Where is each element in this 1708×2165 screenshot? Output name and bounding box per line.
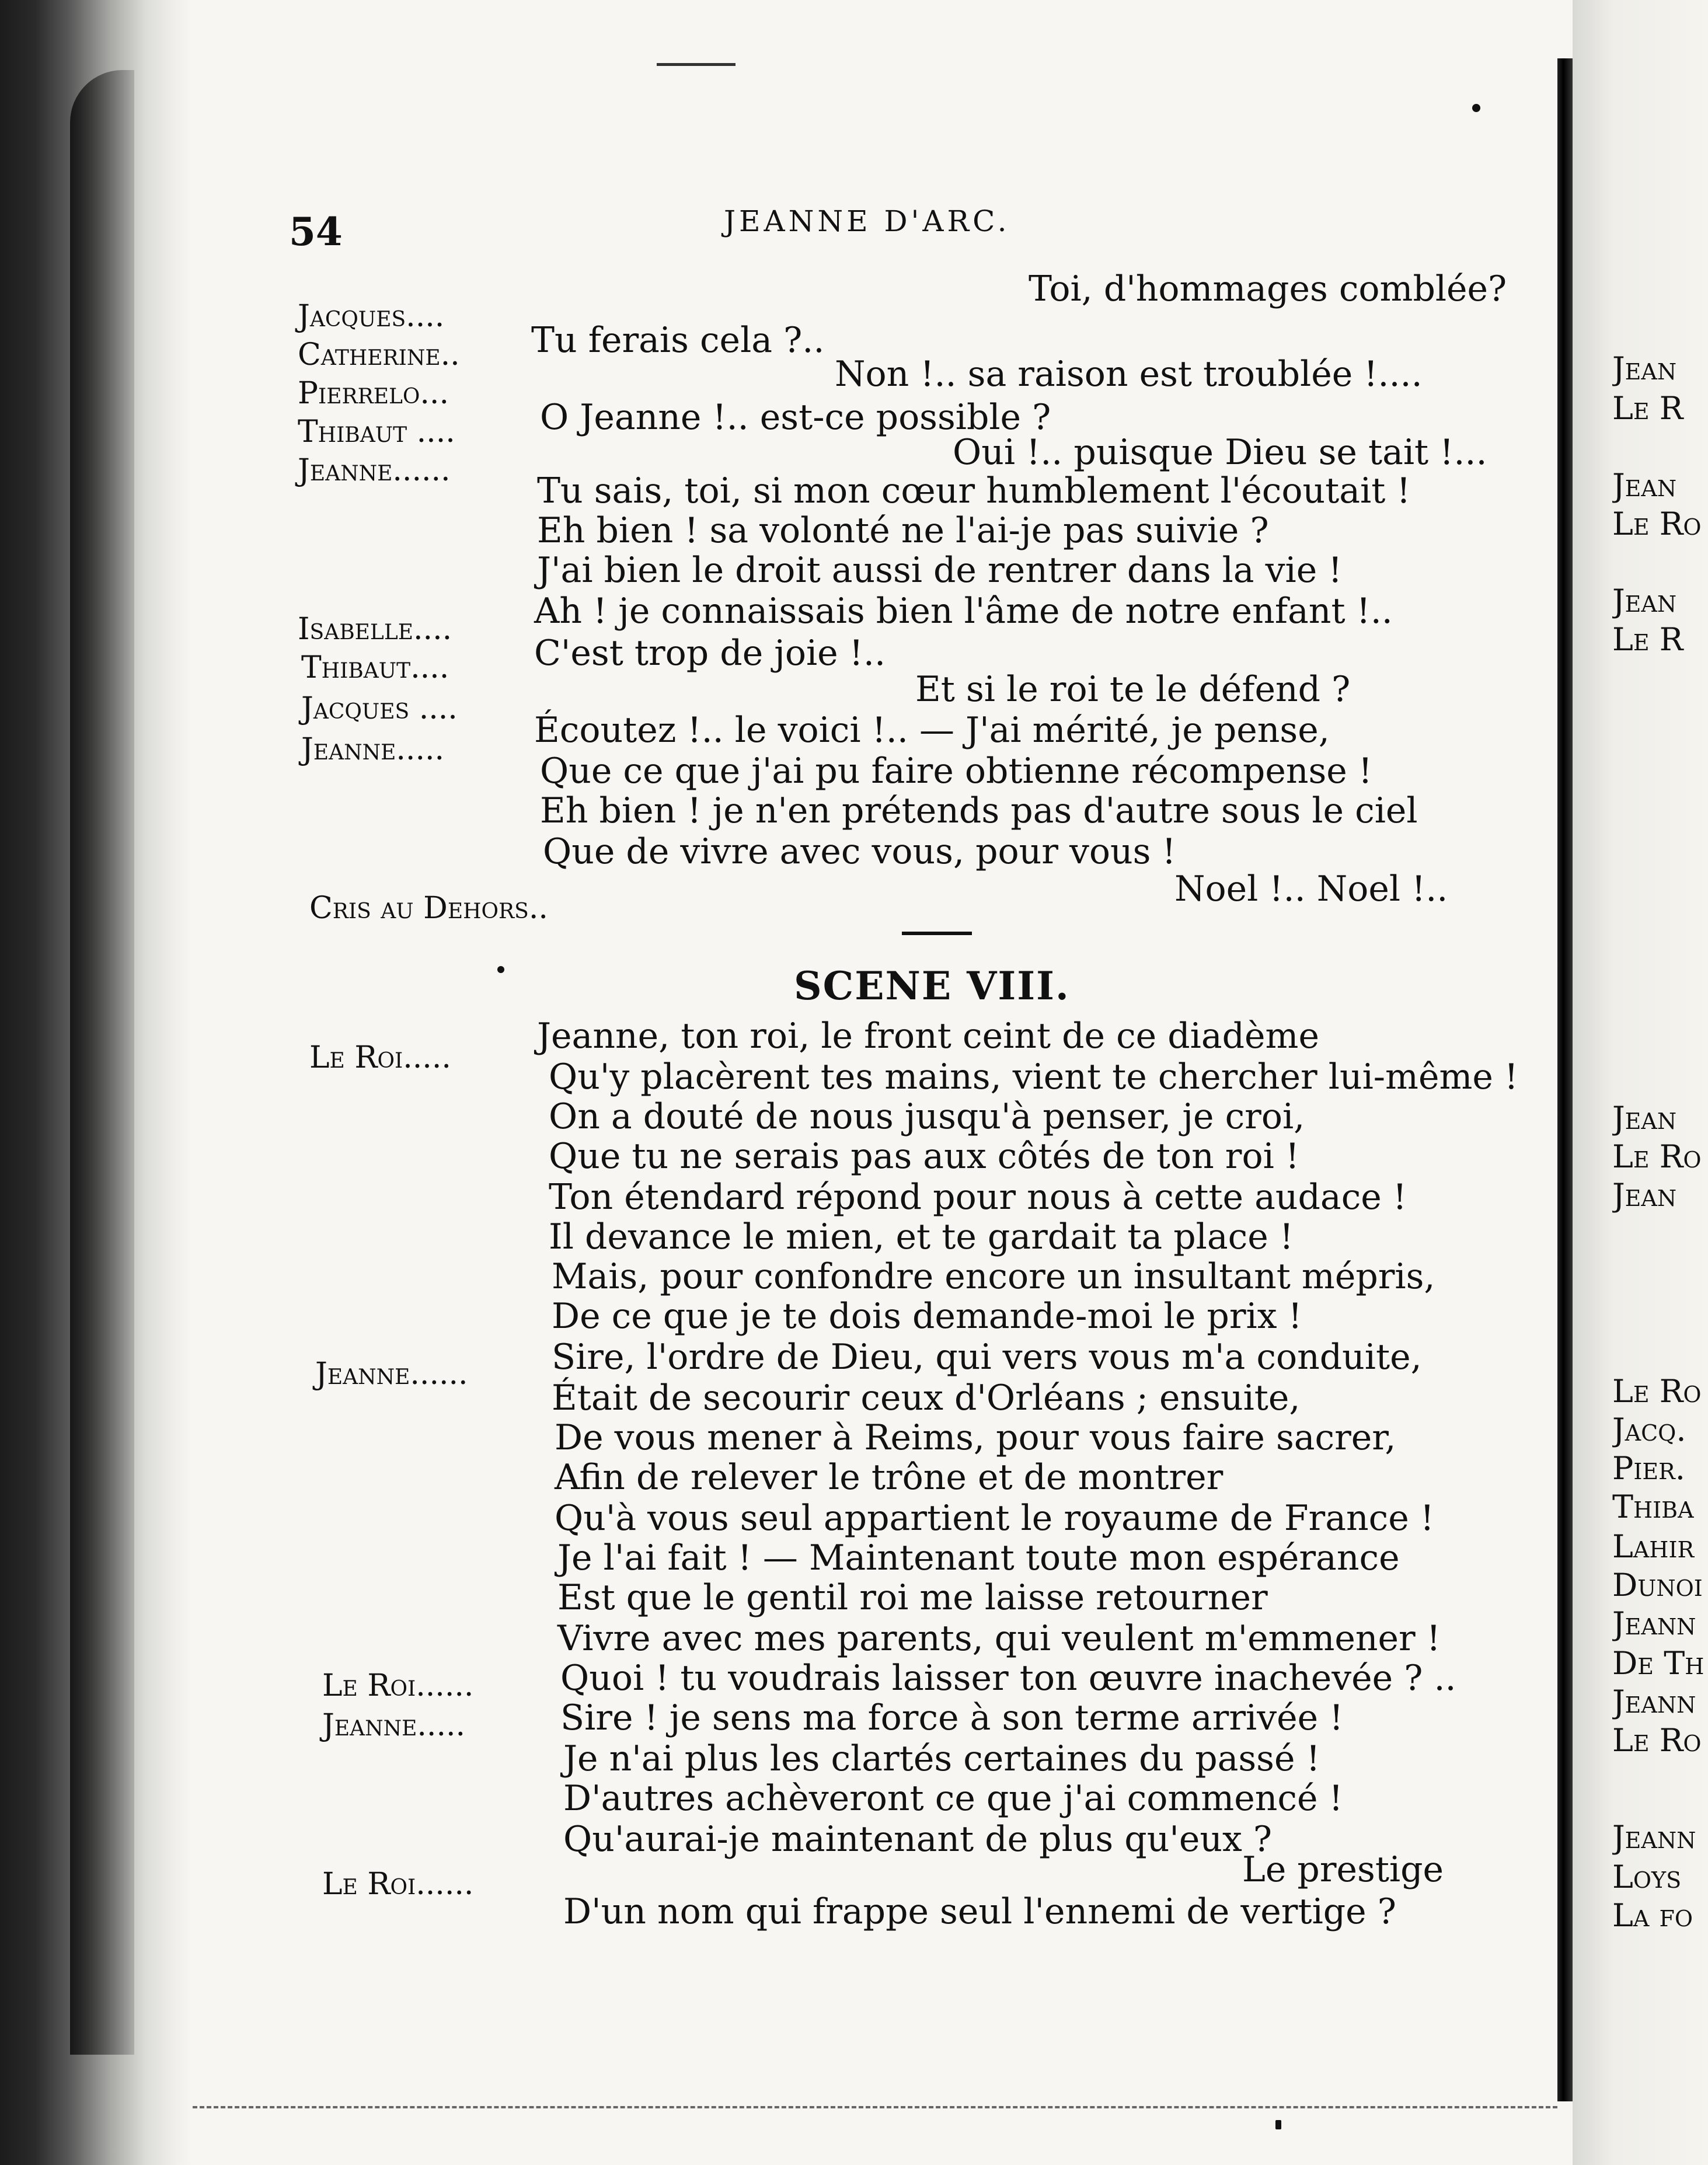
facing-speaker: Lahir — [1612, 1528, 1695, 1565]
verse-line: Je l'ai fait ! — Maintenant toute mon espérance — [557, 1538, 1400, 1578]
facing-speaker: Jeann — [1612, 1683, 1696, 1720]
speaker-label: Cris au Dehors.. — [309, 891, 548, 926]
verse-line: Vivre avec mes parents, qui veulent m'emmener ! — [557, 1618, 1441, 1659]
ink-dot — [1472, 104, 1480, 112]
verse-line: On a douté de nous jusqu'à penser, je croi, — [549, 1096, 1305, 1137]
page-number: 54 — [289, 209, 343, 254]
speaker-label: Jeanne...... — [315, 1357, 468, 1392]
verse-line: Sire, l'ordre de Dieu, qui vers vous m'a conduite, — [552, 1337, 1422, 1378]
speaker-label: Le Roi..... — [309, 1040, 451, 1075]
speaker-label: Thibaut.... — [301, 650, 449, 685]
facing-speaker: Loys — [1612, 1859, 1682, 1895]
verse-line: Sire ! je sens ma force à son terme arrivée ! — [560, 1697, 1344, 1738]
verse-line: Le prestige — [1242, 1849, 1444, 1890]
facing-speaker: Le Ro — [1612, 1722, 1702, 1759]
verse-line: Ah ! je connaissais bien l'âme de notre enfant !.. — [534, 591, 1393, 632]
verse-line: Mais, pour confondre encore un insultant mépris, — [552, 1256, 1435, 1297]
verse-line: Était de secourir ceux d'Orléans ; ensuite, — [552, 1378, 1301, 1418]
verse-line: Et si le roi te le défend ? — [915, 669, 1351, 710]
page-gutter — [1557, 58, 1573, 2101]
speaker-label: Jacques .... — [301, 691, 458, 726]
verse-line: Ton étendard répond pour nous à cette audace ! — [549, 1177, 1407, 1218]
facing-speaker: Jacq. — [1612, 1411, 1686, 1448]
verse-line: Il devance le mien, et te gardait ta place ! — [549, 1216, 1294, 1257]
facing-speaker: Jean — [1612, 1177, 1677, 1214]
running-title: JEANNE D'ARC. — [724, 204, 1010, 238]
verse-line: D'autres achèveront ce que j'ai commencé ! — [563, 1778, 1343, 1819]
ink-mark — [1275, 2120, 1281, 2129]
verse-line: Que ce que j'ai pu faire obtienne récompense ! — [540, 751, 1372, 792]
verse-line: De ce que je te dois demande-moi le prix ! — [552, 1296, 1302, 1337]
scene-separator-rule — [902, 932, 972, 935]
facing-speaker: Thiba — [1612, 1488, 1694, 1525]
facing-speaker: La fo — [1612, 1897, 1693, 1934]
facing-speaker: Le R — [1612, 390, 1683, 427]
verse-line: Oui !.. puisque Dieu se tait !... — [953, 432, 1487, 473]
facing-speaker: Le R — [1612, 621, 1683, 658]
verse-line: Est que le gentil roi me laisse retourner — [557, 1577, 1268, 1618]
verse-line: C'est trop de joie !.. — [534, 633, 886, 674]
verse-line: Jeanne, ton roi, le front ceint de ce diadème — [537, 1016, 1319, 1057]
speaker-label: Jacques.... — [298, 299, 445, 334]
verse-line: Que tu ne serais pas aux côtés de ton roi ! — [549, 1136, 1299, 1177]
facing-speaker: Le Ro — [1612, 1138, 1702, 1175]
verse-line: D'un nom qui frappe seul l'ennemi de vertige ? — [563, 1891, 1396, 1932]
verse-line: Afin de relever le trône et de montrer — [555, 1457, 1224, 1498]
facing-speaker: Jean — [1612, 350, 1677, 387]
verse-line: Quoi ! tu voudrais laisser ton œuvre inachevée ? .. — [560, 1658, 1456, 1699]
spine-shadow — [70, 70, 134, 2055]
verse-line: O Jeanne !.. est-ce possible ? — [540, 397, 1051, 438]
speaker-label: Pierrelo... — [298, 376, 449, 411]
verse-line: Qu'à vous seul appartient le royaume de France ! — [555, 1498, 1434, 1539]
speaker-label: Le Roi...... — [322, 1867, 474, 1902]
facing-speaker: Jean — [1612, 583, 1677, 619]
verse-line: Tu sais, toi, si mon cœur humblement l'écoutait ! — [537, 470, 1411, 511]
verse-line: Non !.. sa raison est troublée !.... — [835, 354, 1423, 395]
facing-speaker: Le Ro — [1612, 1373, 1702, 1410]
verse-line: Qu'aurai-je maintenant de plus qu'eux ? — [563, 1819, 1273, 1860]
facing-speaker: Pier. — [1612, 1450, 1685, 1487]
facing-speaker: Jean — [1612, 467, 1677, 504]
facing-speaker: Jean — [1612, 1100, 1677, 1136]
facing-speaker: Dunoi — [1612, 1567, 1703, 1603]
verse-line: De vous mener à Reims, pour vous faire sacrer, — [555, 1417, 1396, 1458]
speaker-label: Le Roi...... — [322, 1668, 474, 1703]
ink-dot — [497, 966, 504, 973]
facing-speaker: Jeann — [1612, 1819, 1696, 1856]
facing-speaker: Jeann — [1612, 1605, 1696, 1642]
speaker-label: Isabelle.... — [298, 612, 452, 647]
verse-line: Écoutez !.. le voici !.. — J'ai mérité, je pense, — [534, 710, 1330, 751]
speaker-label: Jeanne..... — [322, 1708, 466, 1743]
speaker-label: Thibaut .... — [298, 414, 455, 449]
speaker-label: Jeanne...... — [298, 453, 451, 488]
speaker-label: Jeanne..... — [301, 732, 445, 767]
facing-speaker: De Th — [1612, 1645, 1704, 1682]
verse-line: Tu ferais cela ?.. — [531, 320, 825, 361]
verse-line: Noel !.. Noel !.. — [1174, 869, 1448, 909]
verse-line: Je n'ai plus les clartés certaines du passé ! — [563, 1738, 1320, 1779]
verse-line: Eh bien ! sa volonté ne l'ai-je pas suivie ? — [537, 510, 1269, 551]
verse-line: Que de vivre avec vous, pour vous ! — [543, 831, 1176, 872]
verse-line: Qu'y placèrent tes mains, vient te chercher lui-même ! — [549, 1057, 1519, 1097]
verse-line: J'ai bien le droit aussi de rentrer dans la vie ! — [537, 550, 1343, 591]
page-bottom-edge — [193, 2106, 1557, 2114]
verse-line: Eh bien ! je n'en prétends pas d'autre sous le ciel — [540, 790, 1418, 831]
scene-title: SCENE VIII. — [794, 963, 1070, 1009]
facing-speaker: Le Ro — [1612, 505, 1702, 542]
verse-line: Toi, d'hommages comblée? — [1029, 269, 1507, 309]
top-mark — [657, 63, 736, 66]
speaker-label: Catherine.. — [298, 337, 460, 372]
